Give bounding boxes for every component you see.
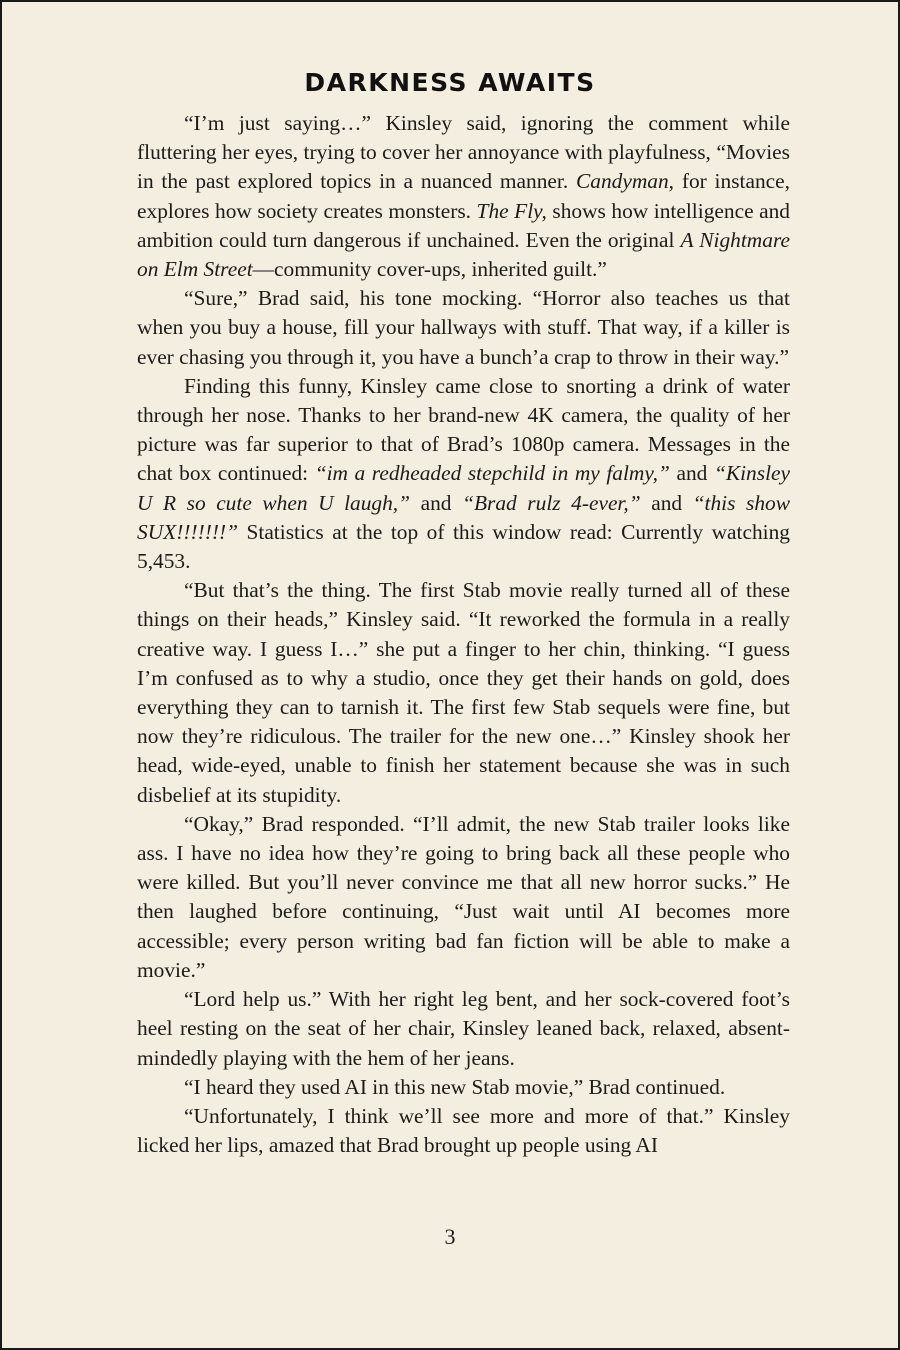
italic-text-run: “Kinsley U R so cute when U laugh,” — [137, 461, 790, 515]
paragraph — [137, 985, 790, 1073]
text-run: “I’m just saying…” Kinsley said, ignoring the comment while fluttering her eyes, trying to cover her annoyance with playfulness, “Movies in the past explored topics in a nuanced manner. — [137, 111, 790, 194]
italic-text-run: The Fly, — [476, 198, 547, 223]
text-run: —community cover-ups, inherited guilt.” — [252, 257, 607, 282]
italic-text-run: “Brad rulz 4-ever,” — [462, 490, 641, 515]
text-run: and — [410, 490, 463, 515]
text-run: “Lord help us.” With her right leg bent, and her sock-covered foot’s heel resting on the seat of her chair, Kinsley leaned back, relaxed, absent-mindedly playing with the hem of her jeans. — [137, 987, 790, 1070]
text-run: and — [640, 490, 693, 515]
paragraph — [137, 372, 790, 576]
italic-text-run: A Nightmare on Elm Street — [137, 227, 790, 282]
italic-text-run: “this show SUX!!!!!!!” — [137, 490, 790, 544]
text-run: Finding this funny, Kinsley came close to snorting a drink of water through her nose. Thanks to her brand-new 4K camera, the quality of her picture was far superior to that of Brad’s 1080p camera. Messages in the chat box continued: — [137, 373, 790, 486]
page-number: 3 — [444, 1224, 456, 1249]
text-run: “Unfortunately, I think we’ll see more and more of that.” Kinsley licked her lips, amazed that Brad brought up people using AI — [137, 1103, 790, 1158]
text-run: “Sure,” Brad said, his tone mocking. “Horror also teaches us that when you buy a house, fill your hallways with stuff. That way, if a killer is ever chasing you through it, you have a bunch’a crap to throw in their way.” — [137, 286, 790, 369]
text-run: for instance, explores how society creates monsters. — [137, 169, 790, 223]
text-run: shows how intelligence and ambition could turn dangerous if unchained. Even the original — [137, 198, 790, 252]
text-run: and — [669, 461, 714, 486]
paragraph — [137, 576, 790, 810]
paragraph — [137, 1102, 790, 1160]
paragraph — [137, 109, 790, 284]
italic-text-run: “im a redheaded stepchild in my falmy,” — [314, 461, 670, 486]
text-run: “Okay,” Brad responded. “I’ll admit, the new Stab trailer looks like ass. I have no idea how they’re going to bring back all these people who were killed. But you’ll never convince me that all new horror sucks.” He then laughed before continuing, “Just wait until AI becomes more accessible; every person writing bad fan fiction will be able to make a movie.” — [137, 811, 790, 982]
running-header: DARKNESS AWAITS — [304, 68, 596, 97]
paragraph — [137, 284, 790, 372]
body-text — [137, 109, 790, 1160]
italic-text-run: Candyman, — [575, 169, 675, 194]
text-run: “I heard they used AI in this new Stab movie,” Brad continued. — [184, 1074, 726, 1099]
text-run: “But that’s the thing. The first Stab movie really turned all of these things on their heads,” Kinsley said. “It reworked the formula in a really creative way. I guess I…” she put a finger to her chin, thinking. “I guess I’m confused as to why a studio, once they get their hands on gold, does everything they can to tarnish it. The first few Stab sequels were fine, but now they’re ridiculous. The trailer for the new one…” Kinsley shook her head, wide-eyed, unable to finish her statement because she was in such disbelief at its stupidity. — [137, 578, 790, 807]
text-run: Statistics at the top of this window read: Currently watching 5,453. — [137, 519, 790, 574]
paragraph — [137, 810, 790, 985]
paragraph — [137, 1073, 790, 1102]
